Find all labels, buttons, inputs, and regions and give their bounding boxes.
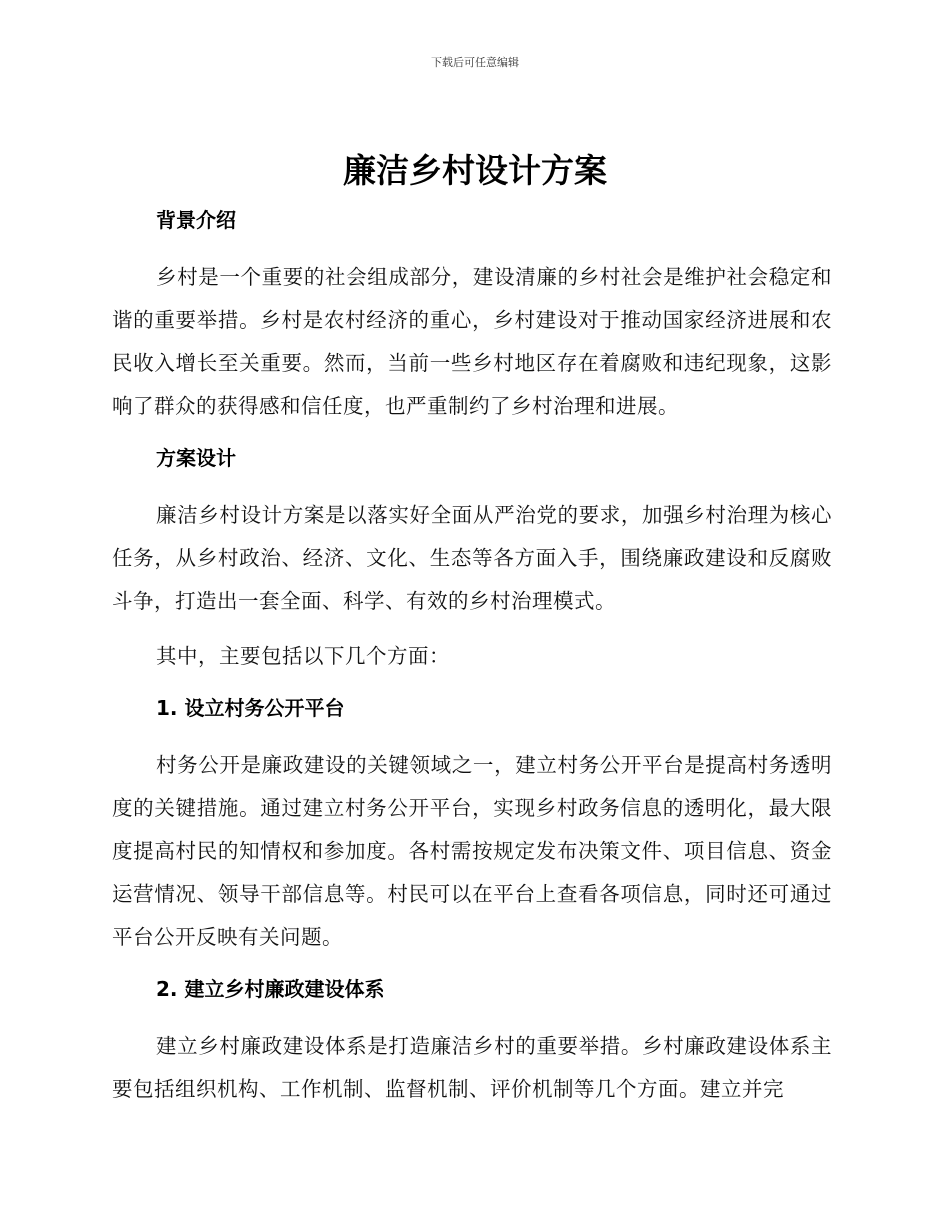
paragraph-intro: 其中，主要包括以下几个方面： [156,644,450,668]
section-heading-item-1: 1. 设立村务公开平台 [156,696,345,720]
section-heading-item-2: 2. 建立乡村廉政建设体系 [156,977,385,1001]
section-heading-design: 方案设计 [156,446,236,470]
page-header-note: 下载后可任意编辑 [431,56,519,69]
paragraph-background: 乡村是一个重要的社会组成部分，建设清廉的乡村社会是维护社会稳定和谐的重要举措。乡村是农村经济的重心，乡村建设对于推动国家经济进展和农民收入增长至关重要。然而，当前一些乡村地区存在着腐败和违纪现象，这影响了群众的获得感和信任度，也严重制约了乡村治理和进展。 [112,265,832,418]
paragraph-design: 廉洁乡村设计方案是以落实好全面从严治党的要求，加强乡村治理为核心任务，从乡村政治、经济、文化、生态等各方面入手，围绕廉政建设和反腐败斗争，打造出一套全面、科学、有效的乡村治理模式。 [112,503,832,613]
section-heading-background: 背景介绍 [156,208,236,232]
document-body [112,202,832,1111]
document-title: 廉洁乡村设计方案 [343,151,607,190]
paragraph-item-2: 建立乡村廉政建设体系是打造廉洁乡村的重要举措。乡村廉政建设体系主要包括组织机构、工作机制、监督机制、评价机制等几个方面。建立并完 [112,1034,832,1101]
paragraph-item-1: 村务公开是廉政建设的关键领域之一，建立村务公开平台是提高村务透明度的关键措施。通过建立村务公开平台，实现乡村政务信息的透明化，最大限度提高村民的知情权和参加度。各村需按规定发布决策文件、项目信息、资金运营情况、领导干部信息等。村民可以在平台上查看各项信息，同时还可通过平台公开反映有关问题。 [112,753,832,949]
